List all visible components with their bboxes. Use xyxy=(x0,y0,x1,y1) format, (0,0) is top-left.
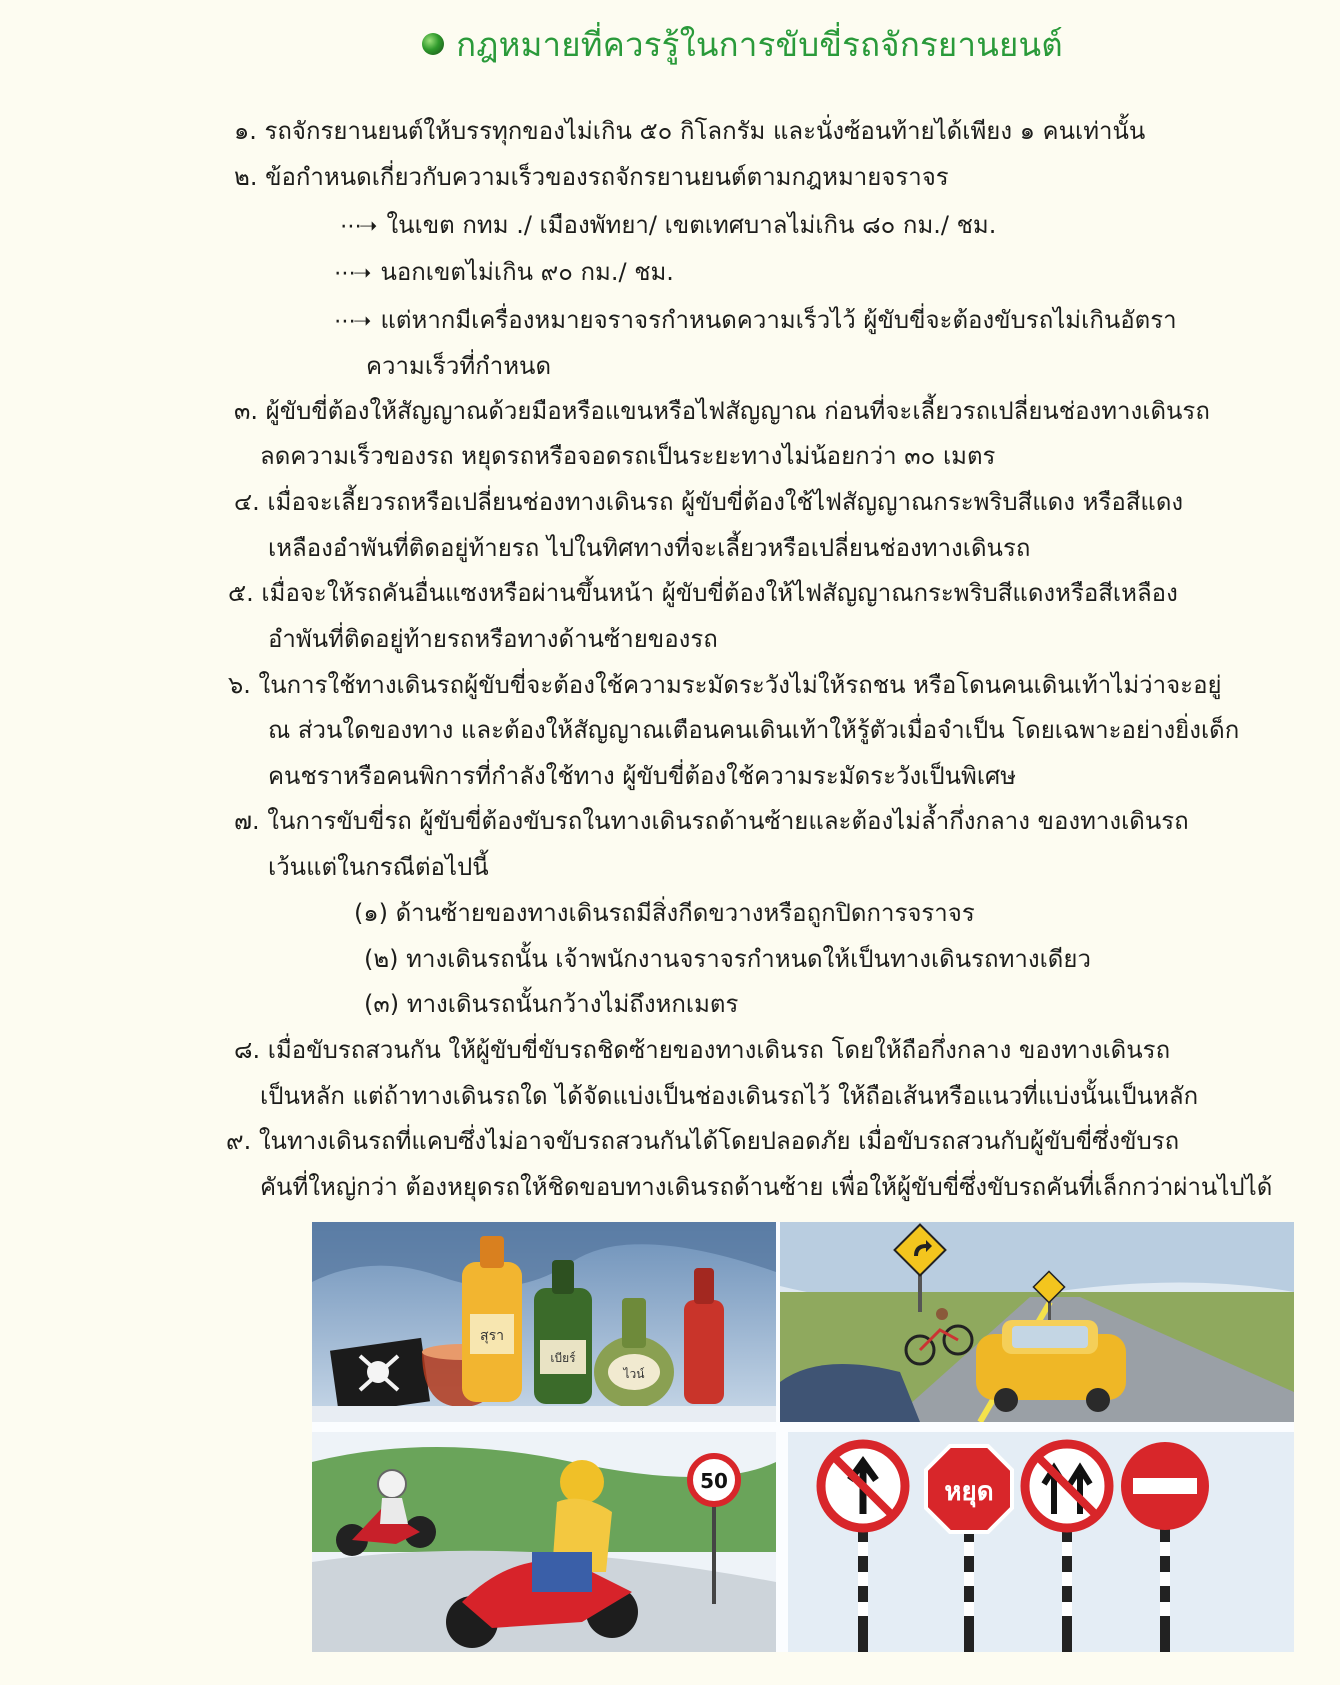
stop-sign: หยุด xyxy=(944,1477,994,1507)
rule-2-item-1: ⋯➝ ในเขต กทม ./ เมืองพัทยา/ เขตเทศบาลไม่เกิน ๘๐ กม./ ชม. xyxy=(340,210,996,242)
traffic-signs-illustration xyxy=(788,1432,1294,1652)
motorcycle-illustration xyxy=(312,1432,776,1652)
page-title xyxy=(0,16,1340,72)
illustration-collage xyxy=(312,1222,1294,1652)
speed-limit-sign: 50 xyxy=(700,1469,728,1493)
rule-6-cont-2: คนชราหรือคนพิการที่กำลังใช้ทาง ผู้ขับขี่ต้องใช้ความระมัดระวังเป็นพิเศษ xyxy=(268,762,1017,790)
green-bullet-icon xyxy=(422,33,444,55)
liquor-label: สุรา xyxy=(480,1328,504,1344)
rule-9: ๙. ในทางเดินรถที่แคบซึ่งไม่อาจขับรถสวนกันได้โดยปลอดภัย เมื่อขับรถสวนกับผู้ขับขี่ซึ่งขับรถ xyxy=(226,1127,1180,1155)
rule-1: ๑. รถจักรยานยนต์ให้บรรทุกของไม่เกิน ๕๐ กิโลกรัม และนั่งซ้อนท้ายได้เพียง ๑ คนเท่านั้น xyxy=(234,117,1146,145)
rule-2-item-3-cont: ความเร็วที่กำหนด xyxy=(366,352,552,380)
arrow-icon: ⋯➝ xyxy=(334,309,369,334)
rule-6: ๖. ในการใช้ทางเดินรถผู้ขับขี่จะต้องใช้ความระมัดระวังไม่ให้รถชน หรือโดนคนเดินเท้าไม่ว่าจะอยู่ xyxy=(228,671,1222,699)
wine-label: ไวน์ xyxy=(623,1367,645,1381)
rule-2-item-2: ⋯➝ นอกเขตไม่เกิน ๙๐ กม./ ชม. xyxy=(334,257,674,289)
arrow-icon: ⋯➝ xyxy=(340,214,375,239)
rule-4-cont: เหลืองอำพันที่ติดอยู่ท้ายรถ ไปในทิศทางที่จะเลี้ยวหรือเปลี่ยนช่องทางเดินรถ xyxy=(268,534,1031,562)
rule-9-cont: คันที่ใหญ่กว่า ต้องหยุดรถให้ชิดขอบทางเดินรถด้านซ้าย เพื่อให้ผู้ขับขี่ซึ่งขับรถคันที่เล็กกว่าผ่านไปได้ xyxy=(260,1173,1273,1201)
beer-label: เบียร์ xyxy=(550,1351,576,1365)
rule-6-cont-1: ณ ส่วนใดของทาง และต้องให้สัญญาณเตือนคนเดินเท้าให้รู้ตัวเมื่อจำเป็น โดยเฉพาะอย่างยิ่งเด็ก xyxy=(268,716,1240,744)
rule-7-cont: เว้นแต่ในกรณีต่อไปนี้ xyxy=(268,853,489,881)
rule-7: ๗. ในการขับขี่รถ ผู้ขับขี่ต้องขับรถในทางเดินรถด้านซ้ายและต้องไม่ล้ำกึ่งกลาง ของทางเดินรถ xyxy=(234,807,1189,835)
title-text: กฎหมายที่ควรรู้ในการขับขี่รถจักรยานยนต์ xyxy=(456,24,1063,64)
alcohol-illustration xyxy=(312,1222,776,1422)
rule-3: ๓. ผู้ขับขี่ต้องให้สัญญาณด้วยมือหรือแขนหรือไฟสัญญาณ ก่อนที่จะเลี้ยวรถเปลี่ยนช่องทางเดินรถ xyxy=(234,397,1210,425)
rule-8-cont: เป็นหลัก แต่ถ้าทางเดินรถใด ได้จัดแบ่งเป็นช่องเดินรถไว้ ให้ถือเส้นหรือแนวที่แบ่งนั้นเป็นหลัก xyxy=(260,1082,1199,1110)
road-illustration xyxy=(780,1222,1294,1422)
rule-7-case-1: (๑) ด้านซ้ายของทางเดินรถมีสิ่งกีดขวางหรือถูกปิดการจราจร xyxy=(354,899,975,927)
rule-5-cont: อำพันที่ติดอยู่ท้ายรถหรือทางด้านซ้ายของรถ xyxy=(268,625,718,653)
rule-2-item-3: ⋯➝ แต่หากมีเครื่องหมายจราจรกำหนดความเร็วไว้ ผู้ขับขี่จะต้องขับรถไม่เกินอัตรา xyxy=(334,305,1177,337)
rule-7-case-2: (๒) ทางเดินรถนั้น เจ้าพนักงานจราจรกำหนดให้เป็นทางเดินรถทางเดียว xyxy=(364,945,1091,973)
rule-7-case-3: (๓) ทางเดินรถนั้นกว้างไม่ถึงหกเมตร xyxy=(364,990,739,1018)
rule-3-cont: ลดความเร็วของรถ หยุดรถหรือจอดรถเป็นระยะทางไม่น้อยกว่า ๓๐ เมตร xyxy=(260,442,996,470)
rule-2: ๒. ข้อกำหนดเกี่ยวกับความเร็วของรถจักรยานยนต์ตามกฎหมายจราจร xyxy=(234,163,949,191)
rule-4: ๔. เมื่อจะเลี้ยวรถหรือเปลี่ยนช่องทางเดินรถ ผู้ขับขี่ต้องใช้ไฟสัญญาณกระพริบสีแดง หรือสีแดง xyxy=(234,488,1184,516)
arrow-icon: ⋯➝ xyxy=(334,261,369,286)
rule-5: ๕. เมื่อจะให้รถคันอื่นแซงหรือผ่านขึ้นหน้า ผู้ขับขี่ต้องให้ไฟสัญญาณกระพริบสีแดงหรือสีเหลือง xyxy=(228,579,1178,607)
rule-8: ๘. เมื่อขับรถสวนกัน ให้ผู้ขับขี่ขับรถชิดซ้ายของทางเดินรถ โดยให้ถือกึ่งกลาง ของทางเดินรถ xyxy=(234,1036,1171,1064)
